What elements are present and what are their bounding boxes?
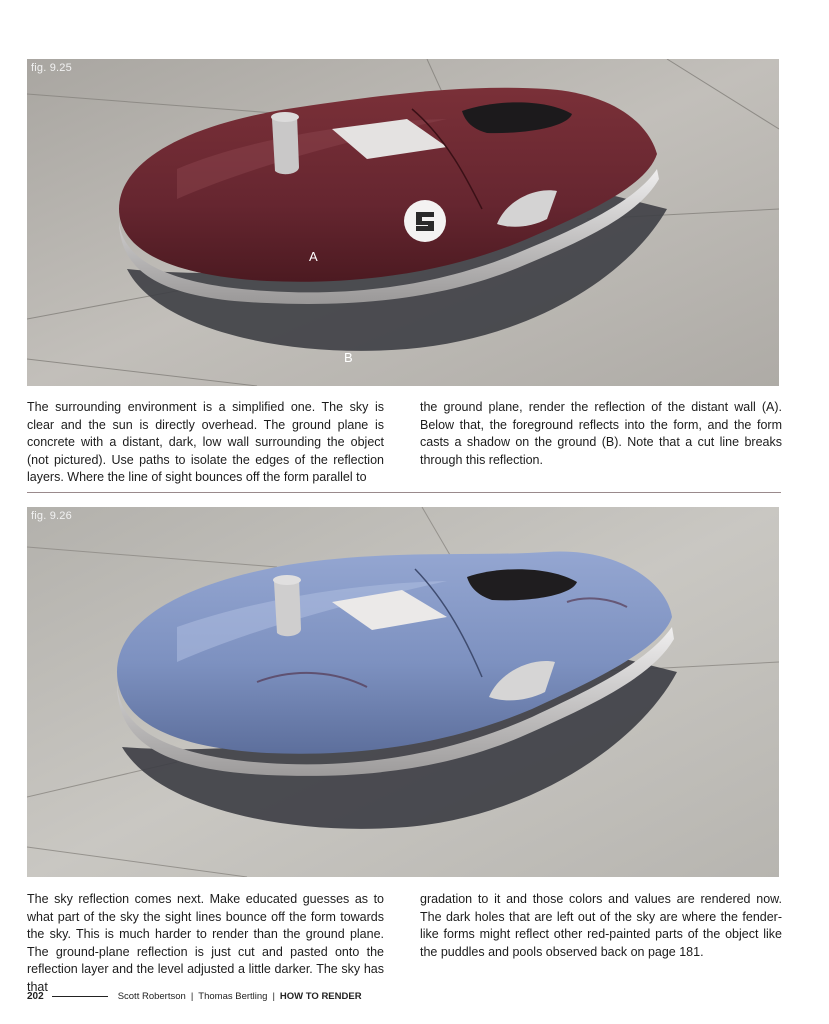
footer-separator: | [272, 990, 275, 1002]
book-title: HOW TO RENDER [279, 990, 362, 1002]
author-name: Thomas Bertling [198, 990, 268, 1002]
page-footer [27, 988, 362, 1004]
figure-label: fig. 9.26 [31, 510, 72, 522]
red-vehicle-render [27, 59, 779, 386]
figure-9-25 [27, 59, 779, 386]
paragraph-1-left: The surrounding environment is a simplified one. The sky is clear and the sun is directly overhead. The ground plane is concrete with a distant, dark, low wall surrounding the object (not pictured). Use paths to isolate the edges of the reflection layers. Where the line of sight bounces off the form parallel to [27, 400, 384, 484]
callout-b: B [344, 350, 353, 365]
page-number: 202 [27, 990, 44, 1002]
figure-9-26 [27, 507, 779, 877]
paragraph-2-right: gradation to it and those colors and values are rendered now. The dark holes that are left out of the sky are where the fender-like forms might reflect other red-painted parts of the object like the puddles and pools observed back on page 181. [420, 892, 782, 959]
paragraph-1-right: the ground plane, render the reflection of the distant wall (A). Below that, the foreground reflects into the form, and the form casts a shadow on the ground (B). Note that a cut line breaks through this reflection. [420, 400, 782, 467]
callout-a: A [309, 249, 318, 264]
blue-vehicle-render [27, 507, 779, 877]
section-divider [27, 492, 781, 493]
figure-label: fig. 9.25 [31, 62, 72, 74]
footer-separator: | [190, 990, 194, 1002]
author-name: Scott Robertson [117, 990, 186, 1002]
paragraph-2-left: The sky reflection comes next. Make educated guesses as to what part of the sky the sight lines bounce off the form towards the sky. This is much harder to render than the ground plane. The ground-plane reflection is just cut and pasted onto the reflection layer and the level adjusted a little darker. The sky has that [27, 892, 384, 994]
footer-rule [52, 996, 108, 997]
